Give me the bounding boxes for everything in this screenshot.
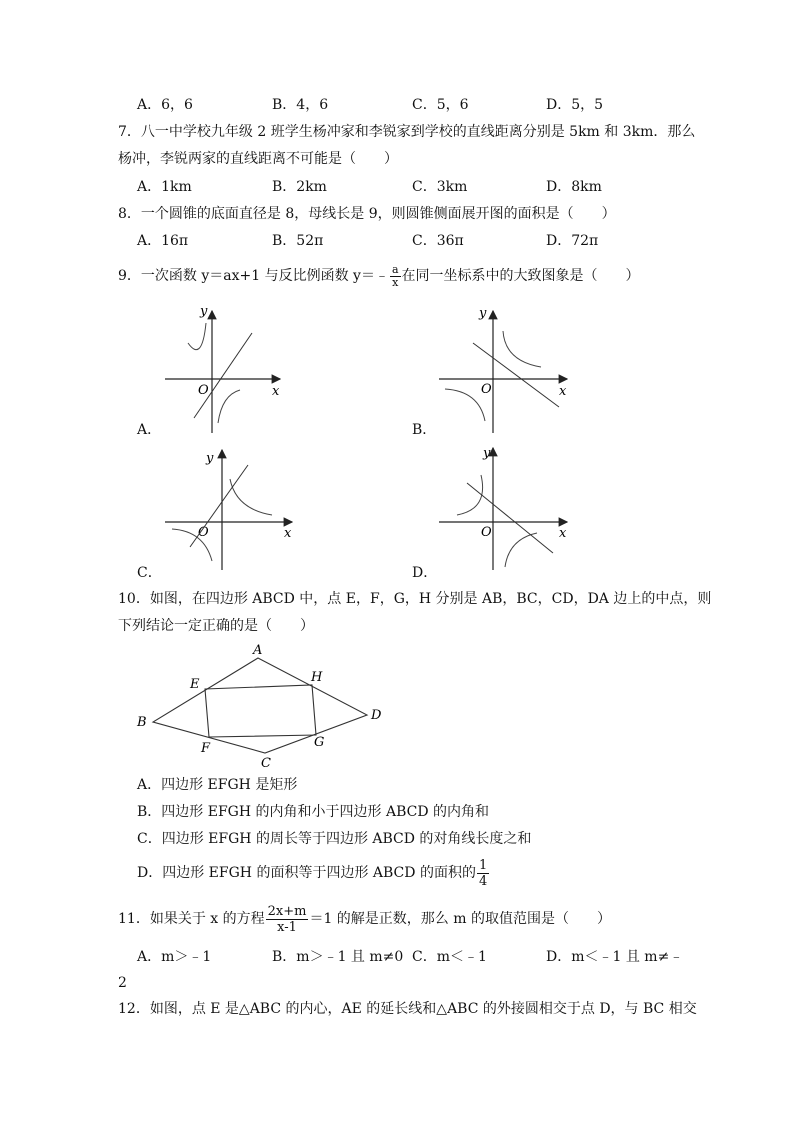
q11-option-b: B．m＞﹣1 且 m≠0 [272,949,404,965]
q7-option-b: B．2km [272,179,327,195]
q9-stem [118,263,640,289]
q10-frac-den: 4 [478,873,488,889]
y-label: y [483,446,491,461]
hyperbola-branch-2 [505,533,537,567]
q9-graph-a [160,303,310,433]
q6-option-d: D．5，5 [546,97,604,113]
q9-label-a: A． [137,422,162,438]
q10-stem-line2: 下列结论一定正确的是（ ） [118,618,314,634]
q9-graph-c [160,445,310,575]
x-label: x [284,526,292,541]
q9-frac-den: x [392,275,399,289]
q10-option-a: A．四边形 EFGH 是矩形 [137,777,298,793]
point-f-label: F [201,741,211,756]
y-label: y [200,304,208,319]
q11-stem-fraction [266,904,309,935]
q9-label-b: B． [412,422,437,438]
q7-option-a: A．1km [137,179,192,195]
quadrilateral-efgh [205,685,316,737]
q6-option-c: C．5，6 [412,97,469,113]
q9-stem-pre: 9．一次函数 y＝ax+1 与反比例函数 y＝﹣ [118,268,389,284]
q10-stem-line1: 10．如图，在四边形 ABCD 中，点 E，F，G，H 分别是 AB，BC，CD，DA 边上的中点，则 [118,591,712,607]
x-label: x [559,526,567,541]
q9-label-d: D． [412,565,438,581]
point-c-label: C [261,756,271,771]
hyperbola-branch-1 [457,475,483,515]
q11-stem-pre: 11．如果关于 x 的方程 [118,911,265,927]
q11-stem [118,903,611,935]
q11-option-d-wrap: 2 [118,975,127,991]
hyperbola-branch-1 [230,479,272,515]
origin-label: O [198,525,209,540]
q11-option-c: C．m＜﹣1 [412,949,487,965]
q7-option-c: C．3km [412,179,468,195]
origin-label: O [481,525,492,540]
linear-line [473,343,559,407]
q9-stem-fraction [390,264,401,289]
hyperbola-branch-1 [188,323,206,350]
hyperbola-branch-1 [503,331,541,367]
linear-line [467,483,553,553]
origin-label: O [198,383,209,398]
q10-option-c: C．四边形 EFGH 的周长等于四边形 ABCD 的对角线长度之和 [137,831,532,847]
q10-option-d [137,856,490,890]
q9-stem-post: 在同一坐标系中的大致图象是（ ） [401,268,640,284]
q10-option-d-text: D．四边形 EFGH 的面积等于四边形 ABCD 的面积的 [137,865,476,881]
hyperbola-branch-2 [445,389,485,421]
q8-option-a: A．16π [137,233,189,249]
q11-frac-num: 2x+m [267,903,307,919]
point-h-label: H [311,670,323,685]
q10-option-b: B．四边形 EFGH 的内角和小于四边形 ABCD 的内角和 [137,804,490,820]
q7-stem-line1: 7．八一中学校九年级 2 班学生杨冲家和李锐家到学校的直线距离分别是 5km 和 3km．那么 [118,124,696,140]
q9-frac-num: a [391,262,399,276]
q9-label-c: C． [137,565,162,581]
q12-stem-line1: 12．如图，点 E 是△ABC 的内心，AE 的延长线和△ABC 的外接圆相交于点 D，与 BC 相交 [118,1001,697,1017]
x-label: x [559,384,567,399]
point-e-label: E [190,677,200,692]
x-label: x [272,384,280,399]
point-a-label: A [253,643,263,658]
q8-option-d: D．72π [546,233,599,249]
q9-graph-d [437,445,587,575]
q7-stem-line2: 杨冲，李锐两家的直线距离不可能是（ ） [118,151,398,167]
q9-graph-b [437,303,587,433]
q11-frac-den: x-1 [277,919,297,935]
q11-option-d: D．m＜﹣1 且 m≠﹣ [546,949,684,965]
q10-frac-num: 1 [478,857,488,873]
point-d-label: D [371,708,382,723]
q6-option-a: A．6，6 [137,97,193,113]
origin-label: O [481,382,492,397]
q11-option-a: A．m＞﹣1 [137,949,212,965]
q8-option-b: B．52π [272,233,324,249]
q10-quadrilateral-figure [135,640,395,770]
q8-option-c: C．36π [412,233,464,249]
point-g-label: G [314,735,325,750]
linear-line [190,465,248,547]
q6-option-b: B．4，6 [272,97,329,113]
q11-stem-post: ＝1 的解是正数，那么 m 的取值范围是（ ） [309,911,611,927]
hyperbola-branch-2 [218,390,240,423]
point-b-label: B [137,715,147,730]
y-label: y [479,306,487,321]
quadrilateral-abcd [153,658,367,753]
q7-option-d: D．8km [546,179,602,195]
y-label: y [206,451,214,466]
q8-stem: 8．一个圆锥的底面直径是 8，母线长是 9，则圆锥侧面展开图的面积是（ ） [118,206,616,222]
q10-option-d-fraction [477,858,489,889]
